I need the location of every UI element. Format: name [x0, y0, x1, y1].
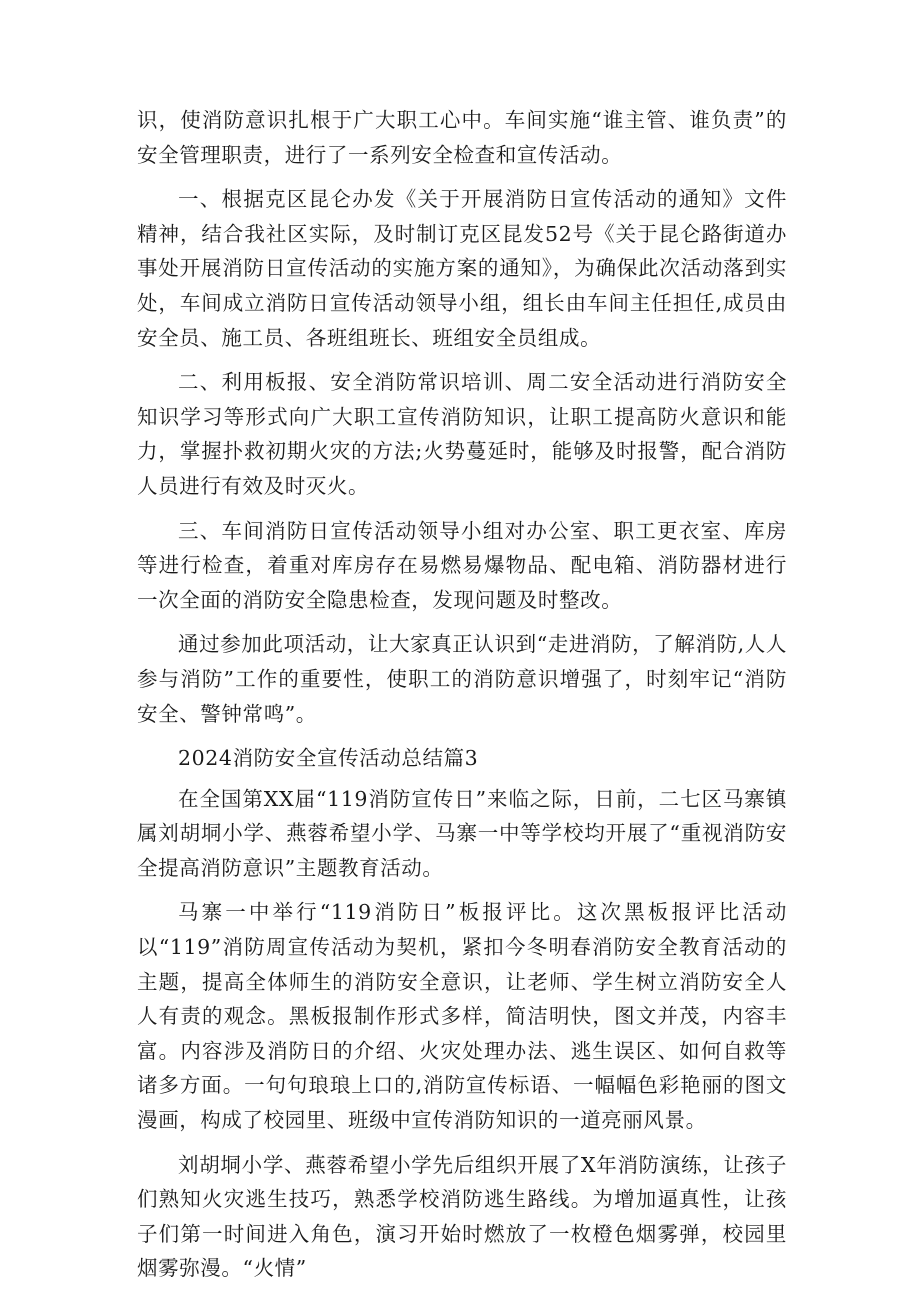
paragraph-item-one: 一、根据克区昆仑办发《关于开展消防日宣传活动的通知》文件精神，结合我社区实际，及时制订克区昆发52号《关于昆仑路街道办事处开展消防日宣传活动的实施方案的通知》，为确保此次活动落到实处，车间成立消防日宣传活动领导小组，组长由车间主任担任,成员由安全员、施工员、各班组班长、班组安全员组成。	[137, 187, 787, 350]
paragraph-item-three: 三、车间消防日宣传活动领导小组对办公室、职工更衣室、库房等进行检查，着重对库房存在易燃易爆物品、配电箱、消防器材进行一次全面的消防安全隐患检查，发现问题及时整改。	[137, 518, 787, 612]
paragraph-item-two: 二、利用板报、安全消防常识培训、周二安全活动进行消防安全知识学习等形式向广大职工宣传消防知识，让职工提高防火意识和能力，掌握扑救初期火灾的方法;火势蔓延时，能够及时报警，配合消防人员进行有效及时灭火。	[137, 370, 787, 498]
paragraph-blackboard: 马寨一中举行“119消防日”板报评比。这次黑板报评比活动以“119”消防周宣传活动为契机，紧扣今冬明春消防安全教育活动的主题，提高全体师生的消防安全意识，让老师、学生树立消防安全人人有责的观念。黑板报制作形式多样，简洁明快，图文并茂，内容丰富。内容涉及消防日的介绍、火灾处理办法、逃生误区、如何自救等诸多方面。一句句琅琅上口的,消防宣传标语、一幅幅色彩艳丽的图文漫画，构成了校园里、班级中宣传消防知识的一道亮丽风景。	[137, 900, 787, 1133]
paragraph-intro: 在全国第XX届“119消防宣传日”来临之际，日前，二七区马寨镇属刘胡垌小学、燕蓉希望小学、马寨一中等学校均开展了“重视消防安全提高消防意识”主题教育活动。	[137, 786, 787, 880]
paragraph-drill: 刘胡垌小学、燕蓉希望小学先后组织开展了X年消防演练，让孩子们熟知火灾逃生技巧，熟悉学校消防逃生路线。为增加逼真性，让孩子们第一时间进入角色，演习开始时燃放了一枚橙色烟雾弹，校园里烟雾弥漫。“火情”	[137, 1152, 787, 1281]
paragraph-conclusion: 通过参加此项活动，让大家真正认识到“走进消防，了解消防,人人参与消防”工作的重要性，使职工的消防意识增强了，时刻牢记“消防安全、警钟常鸣”。	[137, 632, 787, 726]
document-body	[137, 103, 787, 1296]
paragraph-continuation: 识，使消防意识扎根于广大职工心中。车间实施“谁主管、谁负责”的安全管理职责，进行了一系列安全检查和宣传活动。	[137, 108, 787, 167]
section-heading: 2024消防安全宣传活动总结篇3	[178, 746, 479, 771]
